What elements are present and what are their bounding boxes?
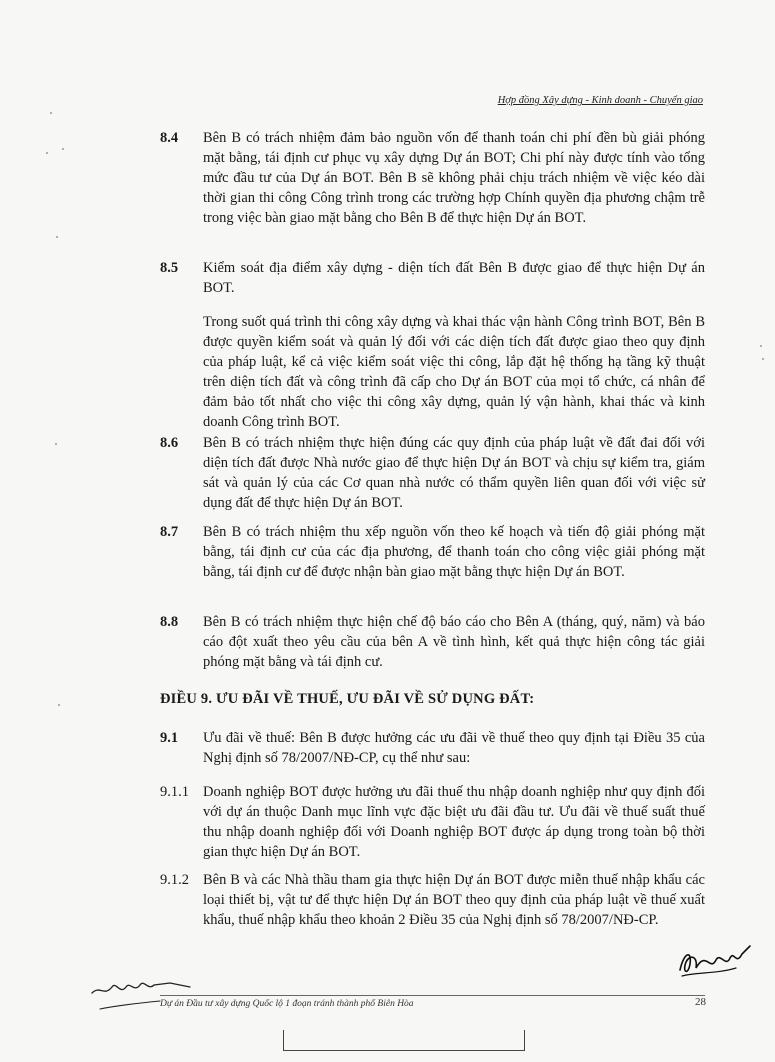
section-8-6 xyxy=(160,433,705,513)
section-number: 9.1 xyxy=(160,730,179,746)
scan-speck xyxy=(46,152,48,154)
section-number: 8.4 xyxy=(160,130,179,146)
section-number: 9.1.1 xyxy=(160,784,189,800)
section-8-5 xyxy=(160,258,705,298)
section-text: Kiểm soát địa điểm xây dựng - diện tích đất Bên B được giao để thực hiện Dự án BOT. xyxy=(203,260,705,296)
section-text: Ưu đãi về thuế: Bên B được hưởng các ưu đãi về thuế theo quy định tại Điều 35 của Nghị định số 78/2007/NĐ-CP, cụ thể như sau: xyxy=(203,730,705,766)
section-number: 9.1.2 xyxy=(160,872,189,888)
page-number: 28 xyxy=(695,996,706,1008)
scan-speck xyxy=(55,443,57,445)
scan-speck xyxy=(762,358,764,360)
scan-speck xyxy=(56,236,58,238)
section-9-1-2 xyxy=(160,870,705,930)
scan-speck xyxy=(62,148,64,150)
footer-rule xyxy=(160,995,705,996)
section-8-4 xyxy=(160,128,705,228)
scan-speck xyxy=(50,112,52,114)
footer-project-text: Dự án Đầu tư xây dựng Quốc lộ 1 đoạn tránh thành phố Biên Hòa xyxy=(160,999,414,1009)
section-9-1-1 xyxy=(160,782,705,862)
section-text: Bên B có trách nhiệm thực hiện đúng các quy định của pháp luật về đất đai đối với diện tích đất được Nhà nước giao để thực hiện Dự án BOT và chịu sự kiểm tra, giám sát và quản lý của các Cơ quan nhà nước có thẩm quyền liên quan đối với việc sử dụng đất để thực hiện Dự án BOT. xyxy=(203,435,705,511)
article-9-heading: ĐIỀU 9. ƯU ĐÃI VỀ THUẾ, ƯU ĐÃI VỀ SỬ DỤNG ĐẤT: xyxy=(160,691,535,707)
section-text: Doanh nghiệp BOT được hưởng ưu đãi thuế thu nhập doanh nghiệp như quy định đối với dự án thuộc Danh mục lĩnh vực đặc biệt ưu đãi đầu tư. Ưu đãi về thuế suất thuế thu nhập doanh nghiệp đối với Doanh nghiệp BOT được áp dụng trong toàn bộ thời gian thực hiện Dự án BOT. xyxy=(203,784,705,860)
section-text: Bên B có trách nhiệm thực hiện chế độ báo cáo cho Bên A (tháng, quý, năm) và báo cáo đột xuất theo yêu cầu của bên A về tình hình, kết quả thực hiện công tác giải phóng mặt bằng và tái định cư. xyxy=(203,614,705,670)
section-text: Bên B có trách nhiệm đảm bảo nguồn vốn để thanh toán chi phí đền bù giải phóng mặt bằng, tái định cư phục vụ xây dựng Dự án BOT; Chi phí này được tính vào tổng mức đầu tư của Dự án BOT. Bên B sẽ không phải chịu trách nhiệm về việc kéo dài thời gian thi công Công trình trong các trường hợp Chính quyền địa phương chậm trễ trong việc bàn giao mặt bằng cho Bên B để thực hiện Dự án BOT. xyxy=(203,130,705,226)
handwritten-signature xyxy=(676,942,756,982)
running-header: Hợp đồng Xây dựng - Kinh doanh - Chuyển giao xyxy=(497,95,703,106)
section-number: 8.8 xyxy=(160,614,179,630)
scan-speck xyxy=(58,704,60,706)
scan-speck xyxy=(760,345,762,347)
section-number: 8.7 xyxy=(160,524,179,540)
section-number: 8.5 xyxy=(160,260,179,276)
section-number: 8.6 xyxy=(160,435,179,451)
bottom-binding-box xyxy=(283,1030,525,1051)
section-8-7 xyxy=(160,522,705,582)
section-text: Bên B có trách nhiệm thu xếp nguồn vốn theo kế hoạch và tiến độ giải phóng mặt bằng, tái định cư của các địa phương, để thanh toán cho công việc giải phóng mặt bằng, tái định cư để được nhận bàn giao mặt bằng thực hiện Dự án BOT. xyxy=(203,524,705,580)
section-8-8 xyxy=(160,612,705,672)
section-text: Bên B và các Nhà thầu tham gia thực hiện Dự án BOT được miễn thuế nhập khẩu các loại thiết bị, vật tư để thực hiện Dự án BOT theo quy định của pháp luật về thuế xuất khẩu, thuế nhập khẩu theo khoản 2 Điều 35 của Nghị định số 78/2007/NĐ-CP. xyxy=(203,872,705,928)
section-9-1 xyxy=(160,728,705,768)
section-8-5-paragraph: Trong suốt quá trình thi công xây dựng và khai thác vận hành Công trình BOT, Bên B được quyền kiểm soát và quản lý đối với các diện tích đất được giao theo quy định của pháp luật, kể cả việc kiểm soát việc thi công, lắp đặt hệ thống hạ tầng kỹ thuật trên diện tích đất và công trình đã cấp cho Dự án BOT của mọi tổ chức, cá nhân để đảm bảo tốt nhất cho việc thi công xây dựng, quản lý vận hành, khai thác và kinh doanh Công trình BOT. xyxy=(203,314,705,430)
